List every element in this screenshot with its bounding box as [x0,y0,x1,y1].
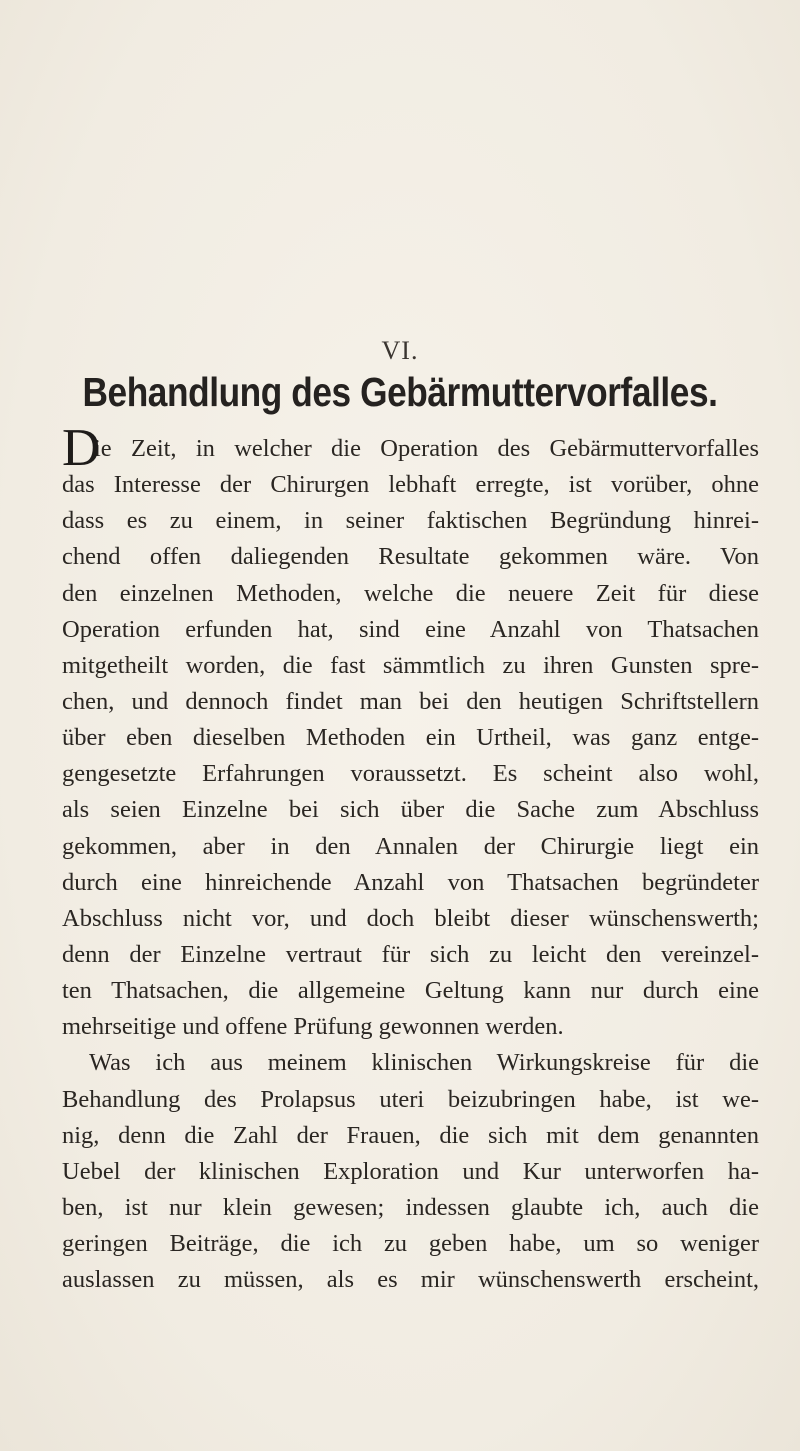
text-line: gekommen, aber in den Annalen der Chirurgie liegt ein [62,832,759,860]
text-line: dass es zu einem, in seiner faktischen Begründung hinrei- [62,507,759,535]
text-line: auslassen zu müssen, als es mir wünschenswerth erscheint, [62,1266,759,1294]
text-line: ben, ist nur klein gewesen; indessen glaubte ich, auch die [62,1193,759,1221]
text-line: als seien Einzelne bei sich über die Sache zum Abschluss [62,796,759,824]
text-line: mehrseitige und offene Prüfung gewonnen werden. [62,1013,564,1041]
text-line: ten Thatsachen, die allgemeine Geltung kann nur durch eine [62,977,759,1005]
chapter-title: Behandlung des Gebärmuttervorfalles. [82,369,718,415]
text-line: gengesetzte Erfahrungen voraussetzt. Es scheint also wohl, [62,760,759,788]
text-line: denn der Einzelne vertraut für sich zu leicht den vereinzel- [62,940,759,968]
chapter-number: VI. [381,336,419,365]
text-line: Was ich aus meinem klinischen Wirkungskreise für die [89,1049,759,1077]
text-line: nig, denn die Zahl der Frauen, die sich mit dem genannten [62,1121,759,1149]
text-line: den einzelnen Methoden, welche die neuere Zeit für diese [62,579,759,607]
text-line: chen, und dennoch findet man bei den heutigen Schriftstellern [62,687,759,715]
text-line: Abschluss nicht vor, und doch bleibt dieser wünschenswerth; [62,904,759,932]
body-text [62,419,759,1298]
text-line: mitgetheilt worden, die fast sämmtlich zu ihren Gunsten spre- [62,651,759,679]
first-line-text: ie Zeit, in welcher die Operation des Gebärmuttervorfalles [94,435,759,462]
text-line: durch eine hinreichende Anzahl von Thatsachen begründeter [62,868,759,896]
text-line: Behandlung des Prolapsus uteri beizubringen habe, ist we- [62,1085,759,1113]
drop-cap: D [62,419,101,477]
text-line: chend offen daliegenden Resultate gekommen wäre. Von [62,543,759,571]
text-line: Operation erfunden hat, sind eine Anzahl von Thatsachen [62,615,759,643]
text-line: das Interesse der Chirurgen lebhaft erregte, ist vorüber, ohne [62,471,759,499]
text-line: geringen Beiträge, die ich zu geben habe, um so weniger [62,1230,759,1258]
text-line [62,419,759,477]
text-line: über eben dieselben Methoden ein Urtheil, was ganz entge- [62,724,759,752]
text-line: Uebel der klinischen Exploration und Kur unterworfen ha- [62,1157,759,1185]
